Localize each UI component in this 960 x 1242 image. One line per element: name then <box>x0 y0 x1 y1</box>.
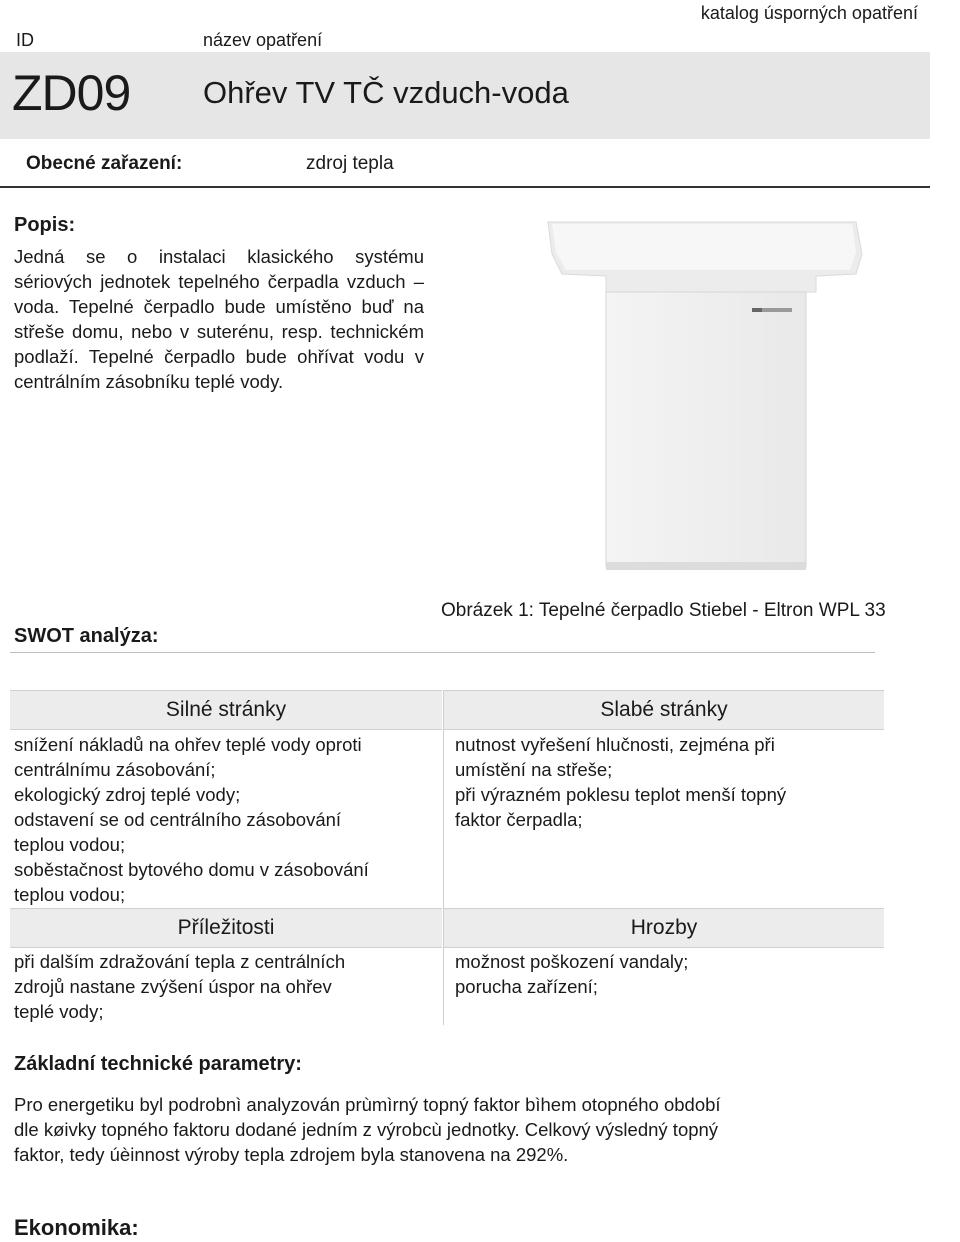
list-item: odstavení se od centrálního zásobování <box>14 809 342 830</box>
description-heading: Popis: <box>14 214 76 236</box>
description-text: Jedná se o instalaci klasického systému sériových jednotek tepelného čerpadla vzduch – voda. Tepelné čerpadlo bude umístěno buď na střeše domu, nebo v suterénu, resp. technickém podlaží. Tepelné čerpadlo bude ohřívat vodu v centrálním zásobníku teplé vody. <box>14 246 424 392</box>
measure-code: ZD09 <box>12 65 131 121</box>
list-item: teplou vodou; <box>14 884 126 905</box>
measure-title: Ohřev TV TČ vzduch-voda <box>203 75 569 110</box>
swot-heading: SWOT analýza: <box>14 625 159 647</box>
text-line: faktor, tedy úèinnost výroby tepla zdrojem byla stanovena na 292%. <box>14 1144 569 1165</box>
opportunities-header: Příležitosti <box>10 908 442 948</box>
id-label: ID <box>16 30 34 50</box>
weaknesses-header: Slabé stránky <box>444 690 884 730</box>
catalog-label: katalog úsporných opatření <box>700 3 918 23</box>
list-item: ekologický zdroj teplé vody; <box>14 784 241 805</box>
classification-label: Obecné zařazení: <box>26 153 183 174</box>
threats-header: Hrozby <box>444 908 884 948</box>
classification-value: zdroj tepla <box>306 153 394 174</box>
list-item: umístění na střeše; <box>455 759 613 780</box>
threats-list <box>455 949 688 999</box>
list-item: při dalším zdražování tepla z centrálních <box>14 951 346 972</box>
list-item: centrálnímu zásobování; <box>14 759 216 780</box>
strengths-header: Silné stránky <box>10 690 442 730</box>
swot-divider <box>443 690 444 1025</box>
list-item: při výrazném poklesu teplot menší topný <box>455 784 787 805</box>
list-item: snížení nákladů na ohřev teplé vody oproti <box>14 734 362 755</box>
list-item: soběstačnost bytového domu v zásobování <box>14 859 369 880</box>
text-line: dle køivky topného faktoru dodané jedním z výrobcù jednotky. Celkový výsledný topný <box>14 1119 719 1140</box>
weaknesses-list <box>455 732 786 832</box>
list-item: teplou vodou; <box>14 834 126 855</box>
list-item: nutnost vyřešení hlučnosti, zejména při <box>455 734 775 755</box>
opportunities-list <box>14 949 345 1024</box>
strengths-list <box>14 732 369 907</box>
list-item: teplé vody; <box>14 1001 104 1022</box>
economics-heading: Ekonomika: <box>14 1215 139 1240</box>
text-line: Pro energetiku byl podrobnì analyzován prùmìrný topný faktor bìhem otopného období <box>14 1094 721 1115</box>
name-label: název opatření <box>203 30 323 50</box>
divider <box>0 186 930 188</box>
list-item: faktor čerpadla; <box>455 809 583 830</box>
divider <box>10 652 875 653</box>
technical-heading: Základní technické parametry: <box>14 1053 302 1075</box>
list-item: zdrojů nastane zvýšení úspor na ohřev <box>14 976 332 997</box>
list-item: porucha zařízení; <box>455 976 598 997</box>
heat-pump-image <box>546 216 876 576</box>
technical-text <box>14 1092 874 1167</box>
list-item: možnost poškození vandaly; <box>455 951 689 972</box>
figure-caption: Obrázek 1: Tepelné čerpadlo Stiebel - Eltron WPL 33 <box>441 600 886 621</box>
